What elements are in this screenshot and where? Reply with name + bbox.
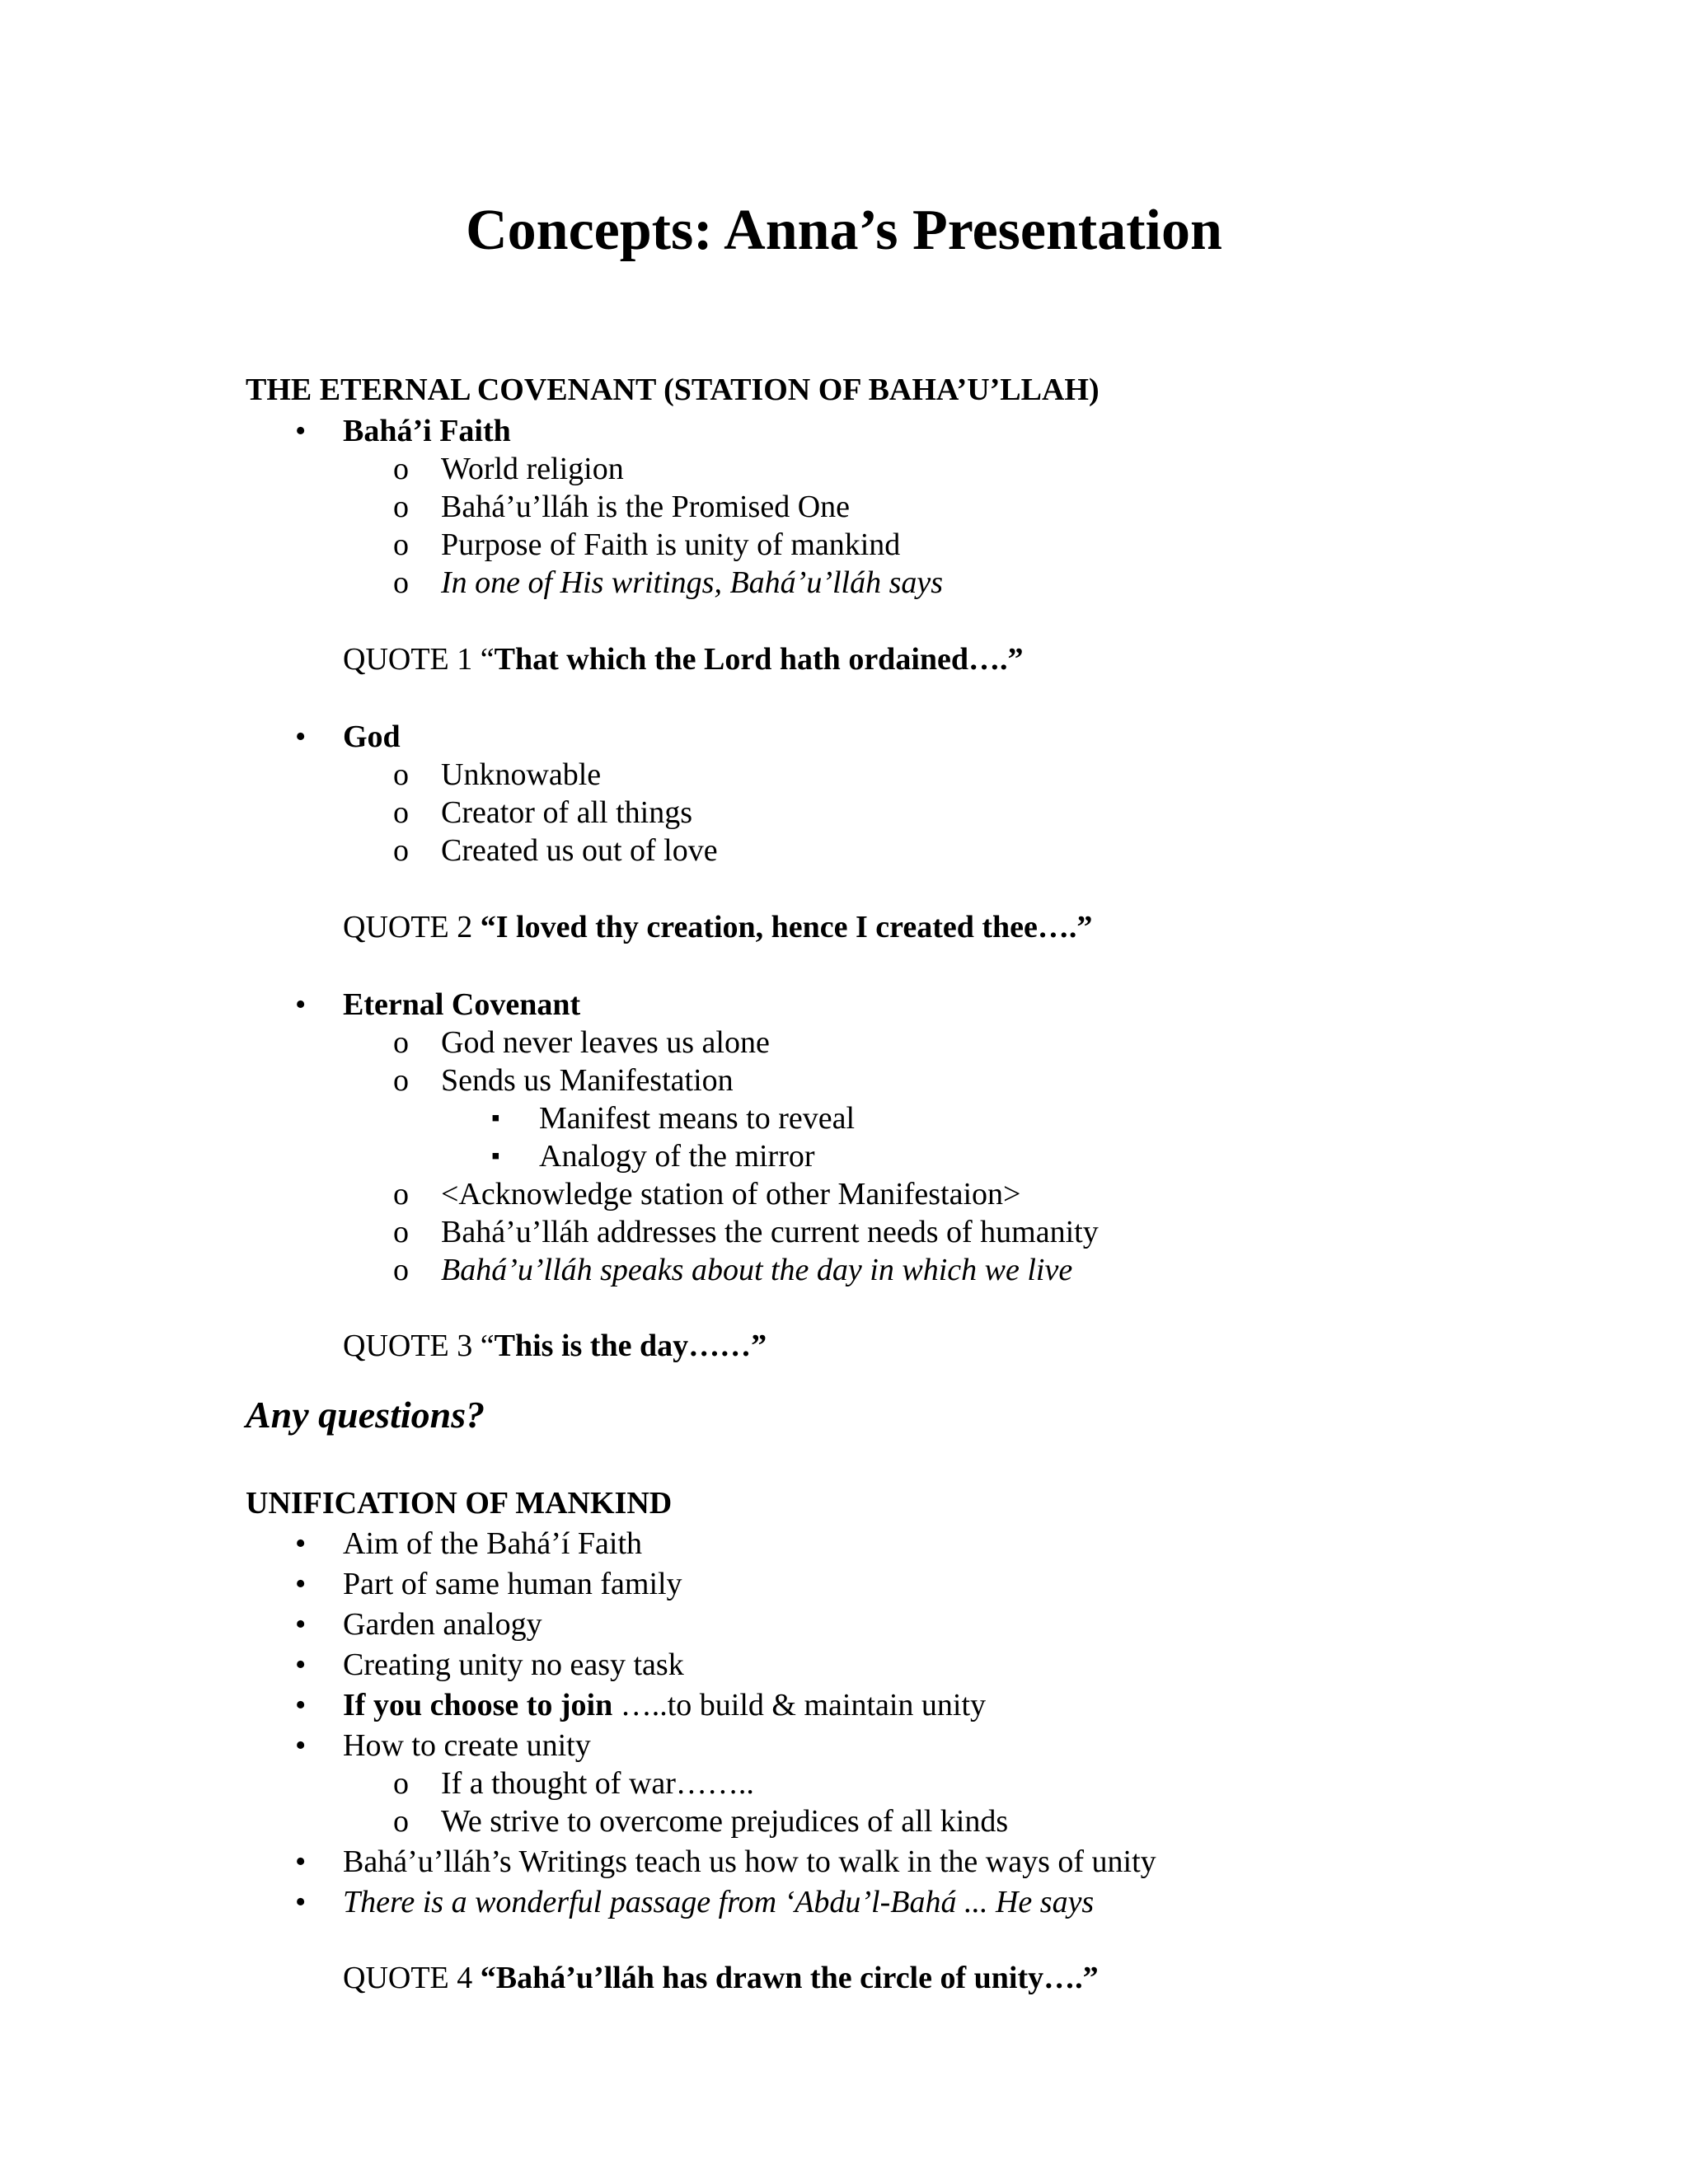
sub-sub-item-mirror: ▪ Analogy of the mirror [539,1137,815,1175]
sub-sub-item-manifest-reveal: ▪ Manifest means to reveal [539,1099,855,1137]
page-title: Concepts: Anna’s Presentation [466,199,1222,262]
sub-item-creator: o Creator of all things [441,794,692,832]
quote-1-label: QUOTE 1 “ [343,642,495,677]
sub-item-unknowable: o Unknowable [441,756,601,794]
quote-2 [343,908,1092,946]
sub-item-current-needs: o Bahá’u’lláh addresses the current needs of humanity [441,1213,1099,1251]
sub-item-acknowledge: o <Acknowledge station of other Manifestaion> [441,1175,1020,1213]
section-heading-unification: UNIFICATION OF MANKIND [246,1486,673,1521]
sub-item-prejudices: o We strive to overcome prejudices of all kinds [441,1802,1008,1840]
sub-item-purpose-of-faith: o Purpose of Faith is unity of mankind [441,526,900,564]
quote-2-label: QUOTE 2 [343,910,481,944]
bullet-wonderful-passage: • There is a wonderful passage from ‘Abdu’l-Bahá ... He says [343,1883,1094,1921]
bullet-writings-unity: • Bahá’u’lláh’s Writings teach us how to walk in the ways of unity [343,1843,1156,1881]
quote-1-text: That which the Lord hath ordained….” [494,642,1024,677]
bullet-eternal-covenant: • Eternal Covenant [343,986,580,1024]
bullet-aim: • Aim of the Bahá’í Faith [343,1525,642,1563]
any-questions: Any questions? [246,1394,485,1436]
quote-2-text: “I loved thy creation, hence I created thee….” [480,910,1093,944]
sub-item-created-love: o Created us out of love [441,832,718,869]
sub-item-day-we-live: o Bahá’u’lláh speaks about the day in which we live [441,1251,1072,1289]
bullet-choose-to-join [343,1686,986,1724]
sub-item-manifestation: o Sends us Manifestation [441,1062,734,1099]
quote-4 [343,1959,1099,1997]
sub-item-world-religion: o World religion [441,450,624,488]
sub-item-promised-one: o Bahá’u’lláh is the Promised One [441,488,850,526]
bullet-bahai-faith: • Bahá’i Faith [343,412,511,450]
bullet-how-unity: • How to create unity [343,1727,591,1765]
bullet-human-family: • Part of same human family [343,1565,682,1603]
sub-item-thought-of-war: o If a thought of war…….. [441,1765,754,1802]
quote-3-label: QUOTE 3 “ [343,1329,495,1363]
section-heading-eternal-covenant: THE ETERNAL COVENANT (STATION OF BAHA’U’LLAH) [246,373,1100,407]
bullet-god: • God [343,718,401,756]
quote-4-text: “Bahá’u’lláh has drawn the circle of unity….” [480,1961,1099,1995]
join-bold: If you choose to join [343,1688,613,1722]
bullet-garden: • Garden analogy [343,1605,542,1643]
bullet-no-easy-task: • Creating unity no easy task [343,1646,684,1684]
quote-3-text: This is the day……” [494,1329,767,1363]
sub-item-writings-says: o In one of His writings, Bahá’u’lláh says [441,564,943,602]
join-rest: …..to build & maintain unity [612,1688,987,1722]
quote-4-label: QUOTE 4 [343,1961,481,1995]
sub-item-never-alone: o God never leaves us alone [441,1024,770,1062]
quote-1 [343,640,1024,678]
quote-3 [343,1327,767,1365]
